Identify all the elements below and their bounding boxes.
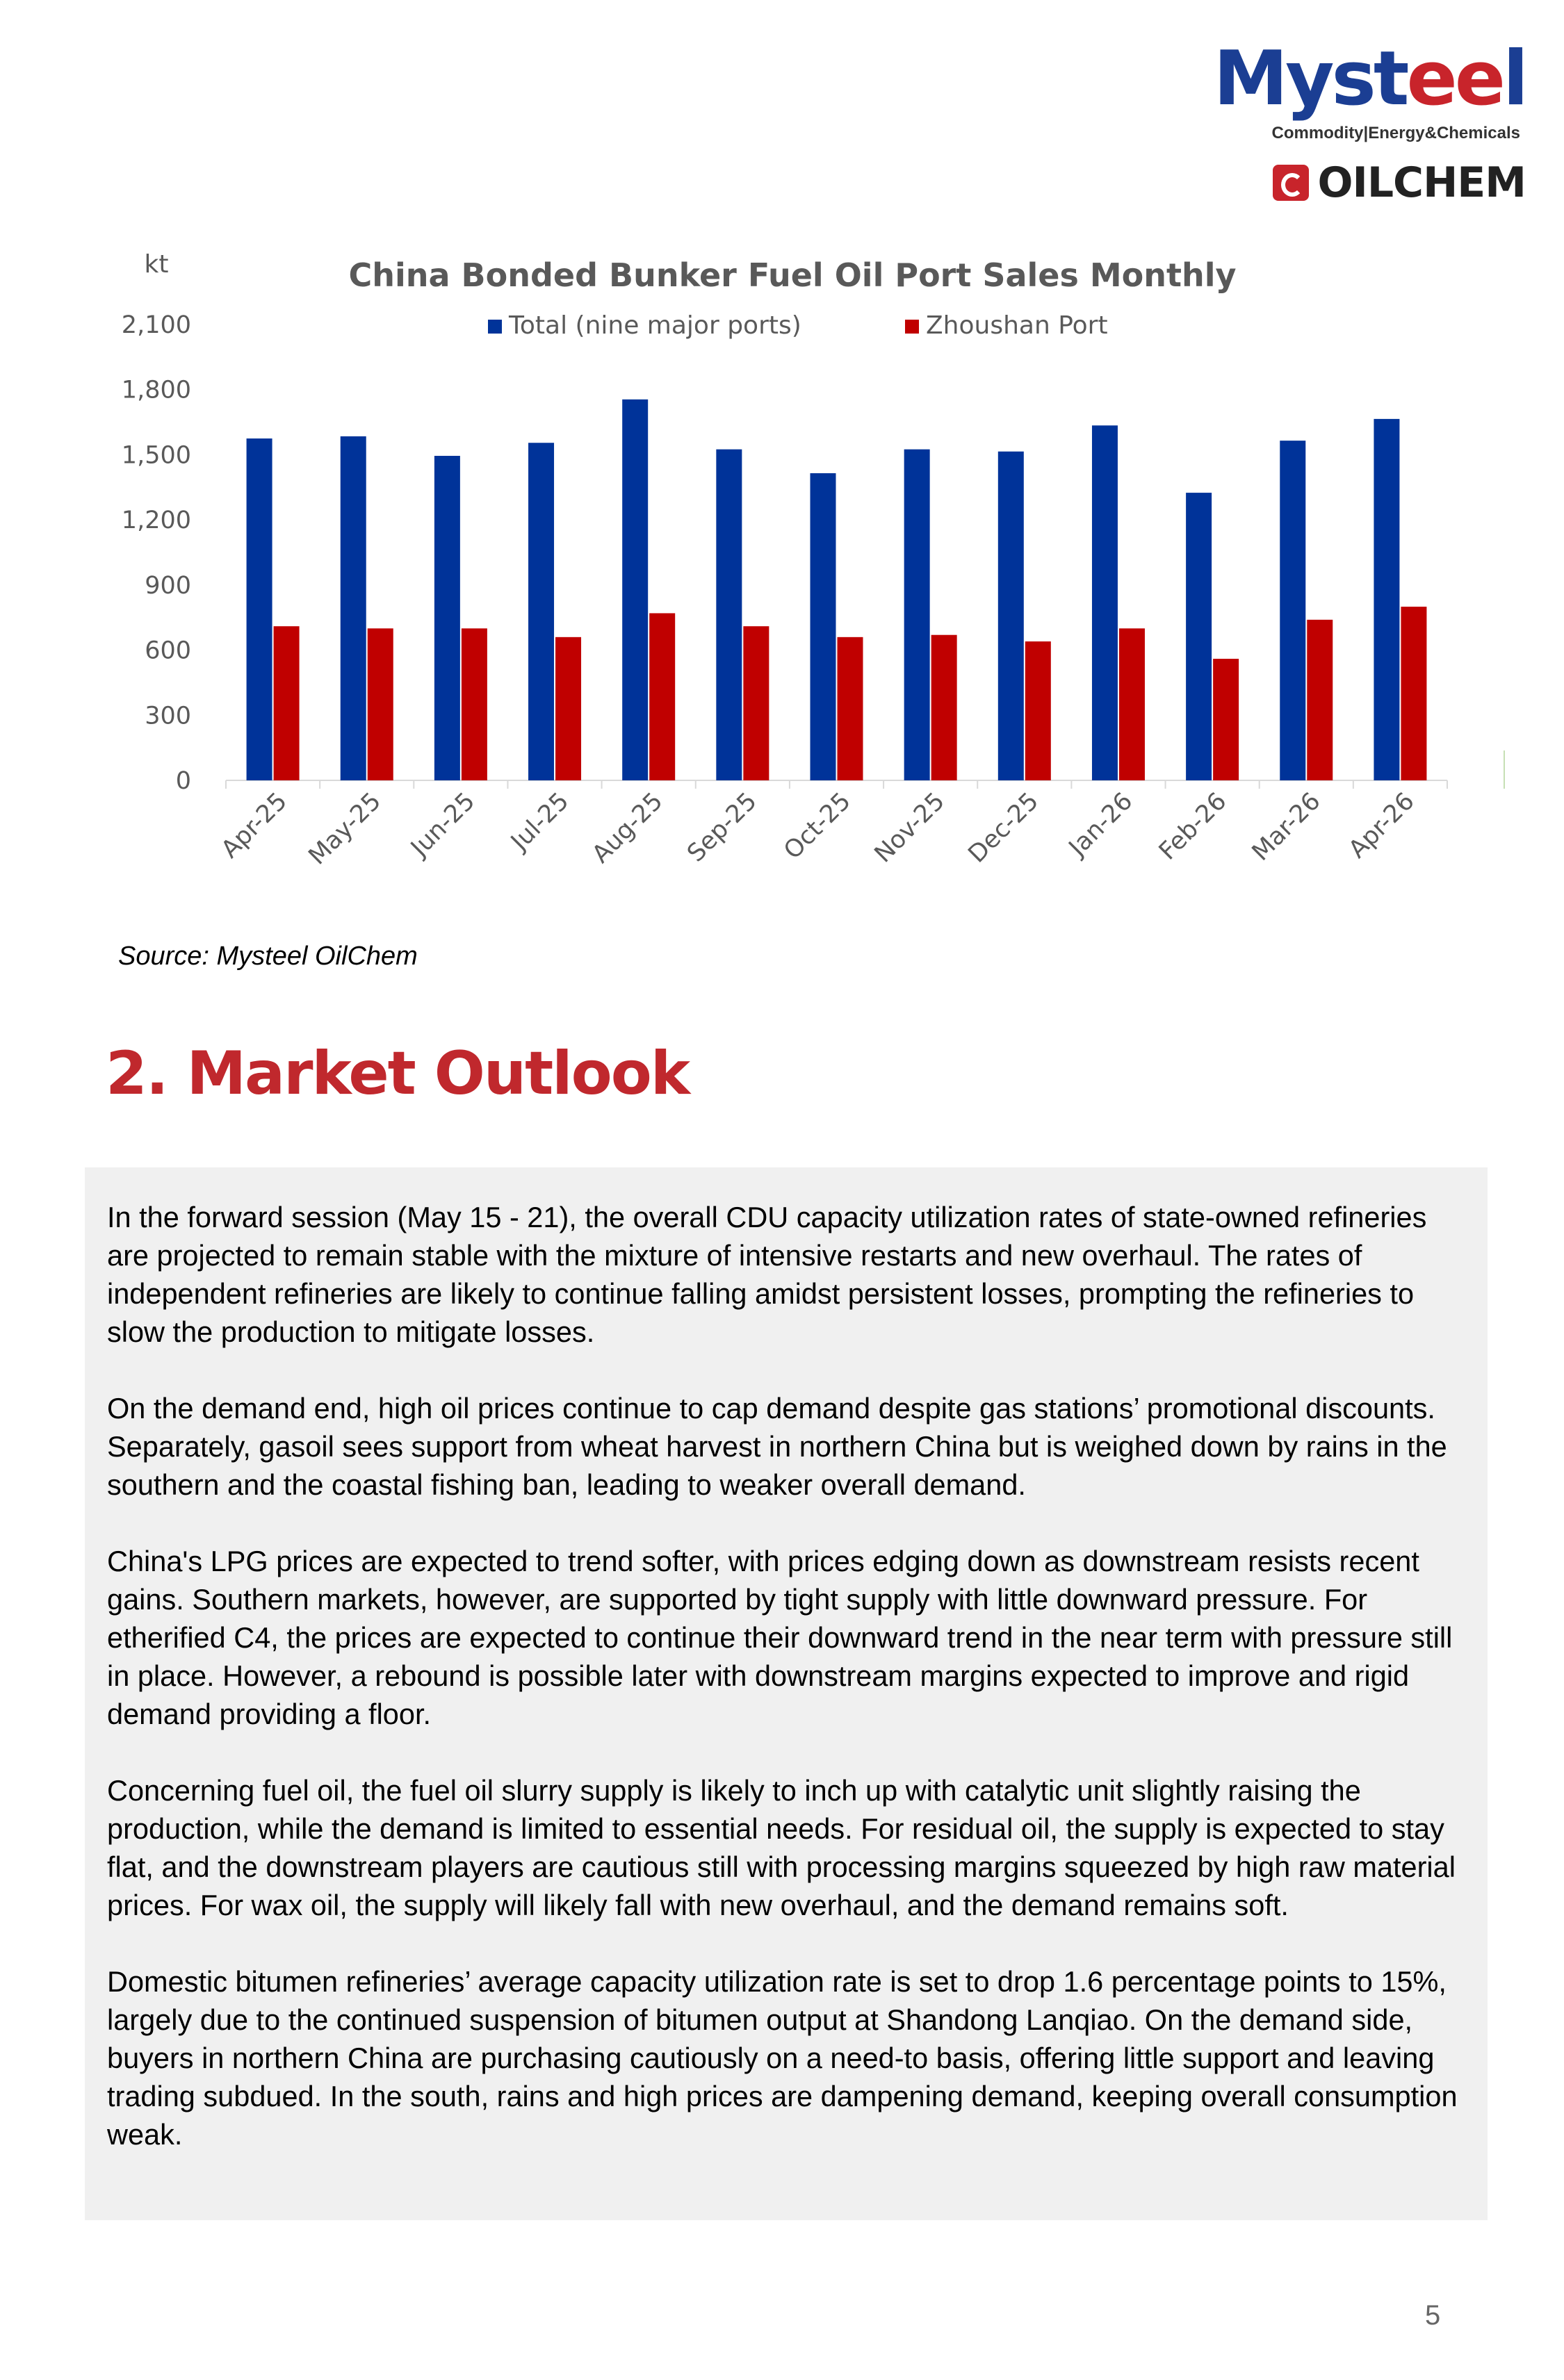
page-number: 5 — [1425, 2300, 1441, 2331]
mysteel-oilchem-logo — [1213, 35, 1526, 208]
x-tick-label: Sep-25 — [682, 787, 763, 868]
x-tick-label: Apr-25 — [215, 787, 293, 864]
legend-swatch-0 — [488, 320, 502, 334]
bar-total-apr-25 — [247, 438, 272, 780]
mysteel-wordmark — [1213, 35, 1526, 122]
oilchem-logo-icon — [1273, 165, 1309, 201]
x-tick-label: Oct-25 — [779, 787, 856, 865]
outlook-paragraph-bitumen: Domestic bitumen refineries’ average capacity utilization rate is set to drop 1.6 percentage points to 15%, largely due to the continued suspension of bitumen output at Shandong Lanqiao. On the demand side, buyers in northern China are purchasing cautiously on a need-to basis, offering little support and leaving trading subdued. In the south, rains and high prices are dampening demand, keeping overall consumption weak. — [107, 1965, 1458, 2151]
outlook-paragraph-demand: On the demand end, high oil prices continue to cap demand despite gas stations’ promotional discounts. Separately, gasoil sees support from wheat harvest in northern China but is weighed down by rains in the southern and the coastal fishing ban, leading to weaker overall demand. — [107, 1392, 1447, 1501]
bar-zhoushan-nov-25 — [931, 635, 957, 780]
bar-total-apr-26 — [1374, 419, 1399, 780]
x-tick-label: Dec-25 — [963, 787, 1045, 869]
chart-source: Source: Mysteel OilChem — [118, 942, 418, 971]
chart-content — [122, 250, 1504, 871]
bar-zhoushan-apr-25 — [274, 626, 300, 780]
x-tick-label: Apr-26 — [1343, 787, 1420, 864]
bar-zhoushan-may-25 — [368, 628, 393, 780]
y-tick-label: 300 — [145, 702, 191, 730]
x-tick-label: Jun-25 — [405, 787, 481, 862]
outlook-paragraph-fuel-oil: Concerning fuel oil, the fuel oil slurry supply is likely to inch up with catalytic unit slightly raising the production, while the demand is limited to essential needs. For residual oil, the supply is expected to stay flat, and the downstream players are cautious still with processing margins squeezed by high raw material prices. For wax oil, the supply will likely fall with new overhaul, and the demand remains soft. — [107, 1774, 1456, 1921]
x-tick-label: Jan-26 — [1064, 787, 1139, 862]
oilchem-wordmark — [1273, 158, 1526, 207]
legend-label-1: Zhoushan Port — [926, 311, 1108, 340]
y-tick-label: 600 — [145, 637, 191, 665]
bar-zhoushan-apr-26 — [1401, 607, 1426, 780]
bar-total-sep-25 — [716, 450, 742, 780]
x-tick-label: Feb-26 — [1153, 787, 1232, 866]
x-tick-label: Mar-26 — [1246, 787, 1326, 867]
y-tick-label: 1,200 — [121, 507, 191, 535]
bar-total-oct-25 — [810, 473, 836, 780]
bar-zhoushan-jun-25 — [462, 628, 487, 780]
bar-total-mar-26 — [1280, 441, 1305, 780]
brand-o: ee — [1406, 35, 1503, 122]
x-tick-label: Jul-25 — [505, 787, 575, 856]
legend-label-0: Total (nine major ports) — [509, 311, 801, 340]
section-title: 2. Market Outlook — [106, 1039, 690, 1108]
bar-total-may-25 — [341, 436, 366, 780]
x-tick-label: Nov-25 — [869, 787, 951, 869]
market-outlook-panel — [85, 1167, 1488, 2220]
bunker-sales-chart — [83, 236, 1515, 931]
outlook-paragraph-refinery: In the forward session (May 15 - 21), the overall CDU capacity utilization rates of state-owned refineries are projected to remain stable with the mixture of intensive restarts and new overhaul. The rates of independent refineries are likely to continue falling amidst persistent losses, prompting the refineries to slow the production to mitigate losses. — [107, 1201, 1427, 1348]
y-unit-label: kt — [144, 250, 169, 279]
bar-total-jul-25 — [528, 443, 554, 780]
y-tick-label: 2,100 — [121, 311, 191, 339]
x-tick-label: Aug-25 — [587, 787, 669, 869]
bar-total-nov-25 — [904, 450, 930, 780]
bar-zhoushan-aug-25 — [649, 613, 675, 780]
y-tick-label: 1,800 — [121, 376, 191, 404]
bar-total-dec-25 — [998, 452, 1024, 780]
bar-zhoushan-sep-25 — [743, 626, 769, 780]
brand-suffix: l — [1502, 35, 1526, 122]
x-tick-label: May-25 — [303, 787, 387, 871]
y-tick-label: 900 — [145, 571, 191, 600]
bar-total-aug-25 — [622, 400, 648, 780]
bar-zhoushan-oct-25 — [838, 637, 863, 780]
logo-tagline: Commodity|Energy&Chemicals — [1271, 124, 1520, 142]
bar-zhoushan-jan-26 — [1119, 628, 1145, 780]
bar-total-jan-26 — [1092, 425, 1118, 780]
bar-zhoushan-dec-25 — [1025, 641, 1051, 780]
bar-zhoushan-jul-25 — [555, 637, 581, 780]
bar-zhoushan-feb-26 — [1213, 659, 1239, 780]
outlook-paragraph-lpg: China's LPG prices are expected to trend softer, with prices edging down as downstream resists recent gains. Southern markets, however, are supported by tight supply with little downward pressure. For etherified C4, the prices are expected to continue their downward trend in the near term with pressure still in place. However, a rebound is possible later with downstream margins expected to improve and rigid demand providing a floor. — [107, 1545, 1453, 1730]
y-tick-label: 1,500 — [121, 441, 191, 470]
legend-swatch-1 — [905, 320, 919, 334]
bar-total-feb-26 — [1186, 493, 1212, 780]
y-tick-label: 0 — [175, 767, 191, 795]
bar-total-jun-25 — [434, 456, 460, 780]
brand-prefix: Myst — [1213, 35, 1407, 122]
chart-title: China Bonded Bunker Fuel Oil Port Sales Monthly — [348, 256, 1237, 294]
bar-zhoushan-mar-26 — [1307, 620, 1333, 780]
oilchem-text: OILCHEM — [1317, 158, 1526, 207]
